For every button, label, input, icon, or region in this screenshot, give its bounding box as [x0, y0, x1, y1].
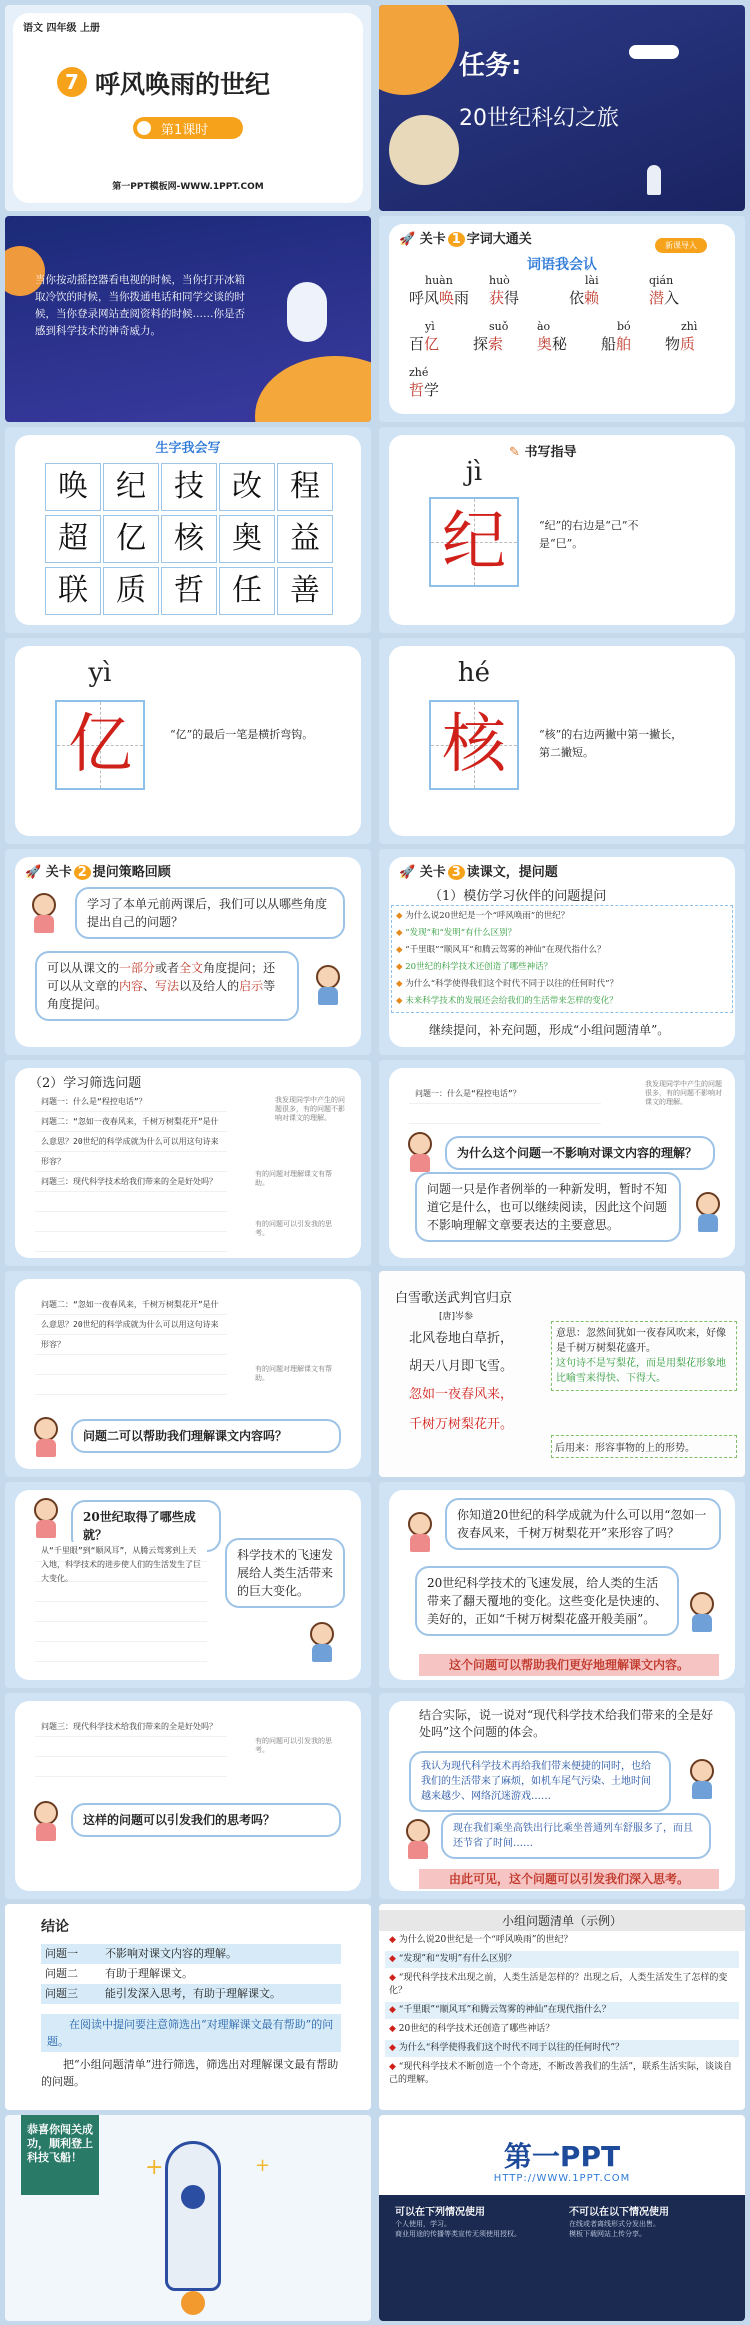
answer-bubble: 科学技术的飞速发展给人类生活带来的巨大变化。: [225, 1538, 345, 1608]
allowed-2: 商业用途的传播等类宣传无须使用授权。: [395, 2230, 521, 2238]
word-item: [473, 320, 508, 354]
conclusion-title: 结论: [41, 1919, 69, 1935]
pencil-icon: ✎: [509, 445, 520, 460]
window-icon: [181, 2185, 205, 2209]
list-item: [385, 2021, 739, 2038]
diamond-icon: ◆: [389, 1935, 399, 1945]
astronaut-icon: [287, 282, 327, 342]
answer-bubble: 问题一只是作者例举的一种新发明，暂时不知道它是什么，也可以继续阅读，因此这个问题不影响理解文章要表达的主要意思。: [415, 1172, 681, 1242]
list-text: “现代科学技术不断创造一个个奇迹，不断改善我们的生活”，联系生活实际，谈谈自己的理解。: [389, 2062, 733, 2085]
lesson-number: 7: [57, 67, 87, 97]
plus-icon: +: [255, 2155, 271, 2176]
question-item: [396, 942, 728, 959]
level-header: 🚀 关卡 2 提问策略回顾: [25, 865, 171, 880]
task-subtitle: 20世纪科幻之旅: [459, 106, 619, 131]
pinyin: yì: [88, 658, 112, 688]
guide-note: “亿”的最后一笔是横折弯钩。: [170, 728, 314, 741]
list-text: “现代科学技术出现之前，人类生活是怎样的？出现之后，人类生活发生了怎样的变化？: [389, 1973, 728, 1996]
poem-line-1: 北风卷地白草折，: [409, 1331, 514, 1346]
conclusion-row: [41, 1984, 341, 2004]
question-sheet: 问题二：“忽如一夜春风来，千树万树梨花开”是什么意思？20世纪的科学成就为什么可以用这句诗来形容？: [35, 1295, 227, 1405]
char-cell: 改: [219, 463, 275, 511]
girl-avatar: [29, 1801, 63, 1841]
slide-poem: [379, 1271, 745, 1477]
usage-box: 后用来：形容事物的上的形势。: [551, 1435, 737, 1458]
word-text: [489, 287, 519, 308]
word-row-1: [409, 274, 729, 318]
guide-header: ✎ 书写指导: [509, 445, 577, 460]
word-item: [649, 274, 679, 308]
char-cell: 亿: [103, 515, 159, 563]
word-prefix: 物: [665, 335, 681, 353]
lesson-period: 第1课时: [133, 117, 243, 139]
question-list: [391, 905, 733, 1013]
word-text: [665, 333, 697, 354]
word-highlight: 赖: [584, 289, 600, 307]
text-excerpt: 从“千里眼”到“顺风耳”，从腾云驾雾到上天入地，科学技术的进步使人们的生活发生了巨大变化。: [35, 1542, 207, 1666]
slide-words: [379, 216, 745, 422]
char-grid: [45, 463, 335, 623]
girl-avatar: [401, 1819, 435, 1859]
girl-avatar: [29, 1417, 63, 1457]
question-text: “发现”和“发明”有什么区别？: [405, 928, 517, 938]
success-text: 恭喜你闯关成功，顺利登上科技飞船！: [27, 2123, 93, 2164]
char-cell: 唤: [45, 463, 101, 511]
word-prefix: 依: [569, 289, 585, 307]
char-cell: 技: [161, 463, 217, 511]
word-pinyin: suǒ: [489, 320, 509, 333]
char-cell: 纪: [103, 463, 159, 511]
question-item: [396, 976, 728, 993]
question-bubble: 这样的问题可以引发我们的思考吗？: [71, 1803, 341, 1837]
note-1: 我发现同学中产生的问题很多，有的问题不影响对课文的理解。: [275, 1096, 345, 1122]
pinyin: hé: [457, 658, 491, 688]
question-sheet: 问题一：什么是“程控电话”？ 问题二：“忽如一夜春风来，千树万树梨花开”是什么意思？20世纪的科学成就为什么可以用这句诗来形容？ 问题三：现代科学技术给我们带来的全是好处吗？: [35, 1092, 227, 1258]
diamond-icon: ◆: [396, 945, 406, 955]
summary-bar: 由此可见，这个问题可以引发我们深入思考。: [419, 1869, 719, 1889]
word-extra: zhé 哲学: [409, 366, 440, 399]
question-bubble: 问题二可以帮助我们理解课文内容吗？: [71, 1419, 341, 1453]
word-row-2: [409, 320, 729, 364]
word-item: [409, 274, 469, 308]
list-item: [385, 1951, 739, 1968]
char-box: 核: [429, 700, 519, 790]
word-text: [409, 287, 469, 308]
question-bubble: 20世纪取得了哪些成就？: [71, 1500, 221, 1552]
slide-achieve-answer: [379, 1482, 745, 1688]
boy-avatar: [305, 1622, 339, 1662]
diamond-icon: ◆: [389, 1973, 399, 1983]
list-text: 20世纪的科学技术还创造了哪些神话？: [398, 2024, 555, 2034]
char-cell: 质: [103, 567, 159, 615]
slide-q3: [5, 1693, 371, 1899]
highlight-note: 在阅读中提问要注意筛选出“对理解课文最有帮助”的问题。: [41, 2014, 341, 2052]
diamond-icon: ◆: [389, 2024, 399, 2034]
word-pinyin: bó: [617, 320, 631, 333]
girl-avatar: [403, 1132, 437, 1172]
diamond-icon: ◆: [396, 962, 406, 972]
conclusion-row: [41, 1944, 341, 1964]
diamond-icon: ◆: [396, 979, 406, 989]
boy-avatar: [691, 1192, 725, 1232]
slide-guide-ji: [379, 427, 745, 633]
summary-bar: 这个问题可以帮助我们更好地理解课文内容。: [419, 1654, 719, 1676]
lesson-title: 呼风唤雨的世纪: [95, 70, 271, 99]
slide-strategy: [5, 849, 371, 1055]
poem-line-3: 忽如一夜春风来，: [409, 1387, 514, 1402]
question-item: [396, 925, 728, 942]
allowed-heading: 可以在下列情况使用: [395, 2207, 485, 2218]
poem-line-4: 千树万树梨花开。: [409, 1417, 514, 1432]
list-text: “千里眼”“顺风耳”和腾云驾雾的神仙”在现代指什么？: [398, 2005, 611, 2015]
slide-read-ask: [379, 849, 745, 1055]
site-footer: 第一PPT模板网-WWW.1PPT.COM: [112, 182, 264, 192]
slide-task: [379, 5, 745, 211]
poem-author: [唐]岑参: [439, 1312, 474, 1322]
slide-intro: [5, 216, 371, 422]
filter-title: （2）学习筛选问题: [29, 1076, 142, 1091]
char-cell: 程: [277, 463, 333, 511]
word-suffix: 得: [504, 289, 520, 307]
level-header: 🚀 关卡 1 字词大通关: [399, 232, 532, 247]
allowed-1: 个人使用，学习。: [395, 2220, 451, 2228]
char-cell: 善: [277, 567, 333, 615]
word-item: [537, 320, 567, 354]
slide-title: [5, 5, 371, 211]
word-text: [649, 287, 679, 308]
list-item: [385, 2002, 739, 2019]
word-suffix: 入: [664, 289, 680, 307]
badge: 新课导入: [655, 238, 707, 253]
note-2: 有的问题对理解课文有帮助。: [255, 1170, 332, 1187]
question-text: 20世纪的科学技术还创造了哪些神话？: [405, 962, 553, 972]
word-item: [601, 320, 631, 354]
char-cell: 奥: [219, 515, 275, 563]
word-prefix: 船: [601, 335, 617, 353]
word-text: [537, 333, 567, 354]
list-title: 小组问题清单（示例）: [379, 1910, 745, 1931]
guide-note: “纪”的右边是“己”不是“巳”。: [539, 519, 639, 550]
slide-guide-he: [379, 638, 745, 844]
list-item: [385, 2059, 739, 2089]
char-cell: 核: [161, 515, 217, 563]
question-sheet: 问题一：什么是“程控电话”？: [409, 1084, 601, 1128]
conclusion-footer: 把“小组问题清单”进行筛选，筛选出对理解课文最有帮助的问题。: [41, 2058, 339, 2088]
question-sheet: 问题三：现代科学技术给我们带来的全是好处吗？: [35, 1717, 227, 1777]
diamond-icon: ◆: [389, 1954, 399, 1964]
slide-filter: [5, 1060, 371, 1266]
diamond-icon: ◆: [396, 996, 406, 1006]
word-highlight: 潜: [649, 289, 665, 307]
answer-bubble: 可以从课文的一部分或者全文角度提问；还可以从文章的内容、写法以及给人的启示等角度提问。: [35, 951, 299, 1021]
diamond-icon: ◆: [389, 2043, 399, 2053]
girl-avatar: [27, 893, 61, 933]
answer-bubble-1: 我认为现代科学技术再给我们带来便捷的同时，也给我们的生活带来了麻烦，如机车尾气污染、土地时间越来越少、网络沉迷游戏……: [409, 1751, 671, 1812]
conclusion-key: 问题二: [45, 1967, 78, 1980]
flame-icon: [181, 2291, 205, 2315]
note-3: 有的问题可以引发我的思考。: [255, 1220, 332, 1237]
word-pinyin: qián: [649, 274, 674, 287]
note-3: 有的问题可以引发我的思考。: [255, 1737, 332, 1754]
pinyin: jì: [465, 457, 483, 487]
word-text: [473, 333, 508, 354]
answer-bubble-2: 现在我们乘坐高铁出行比乘坐普通列车舒服多了，而且还节省了时间……: [441, 1813, 711, 1859]
word-pinyin: zhì: [681, 320, 698, 333]
cloud-icon: [629, 45, 679, 59]
word-item: [489, 274, 519, 308]
question-text: 为什么“科学使得我们这个时代不同于以往的任何时代”？: [405, 979, 618, 989]
site-url: HTTP://WWW.1PPT.COM: [493, 2173, 631, 2184]
word-text: [569, 287, 599, 308]
word-highlight: 亿: [424, 335, 440, 353]
conclusion-key: 问题一: [45, 1947, 78, 1960]
word-highlight: 奥: [537, 335, 553, 353]
forbidden-2: 模板下载网站上传分享。: [569, 2230, 646, 2238]
word-pinyin: huò: [489, 274, 510, 287]
char-cell: 联: [45, 567, 101, 615]
diamond-icon: ◆: [389, 2005, 399, 2015]
conclusion-value: 不影响对课文内容的理解。: [105, 1947, 237, 1960]
word-item: [409, 320, 439, 354]
conclusion-table: [41, 1944, 341, 2004]
list-text: “发现”和“发明”有什么区别？: [398, 1954, 517, 1964]
word-highlight: 质: [680, 335, 696, 353]
char-box: 亿: [55, 700, 145, 790]
continue-text: 继续提问，补充问题，形成“小组问题清单”。: [429, 1023, 670, 1037]
meaning-box: 意思：忽然间犹如一夜春风吹来，好像是千树万树梨花盛开。 这句诗不是写梨花，而是用梨花形象地比喻雪来得快、下得大。: [551, 1321, 737, 1391]
word-highlight: 舶: [616, 335, 632, 353]
rocket-icon: 🚀: [399, 232, 416, 247]
diamond-icon: ◆: [396, 928, 406, 938]
note-1: 我发现同学中产生的问题很多，有的问题不影响对课文的理解。: [645, 1080, 722, 1106]
word-text: [409, 333, 439, 354]
word-prefix: 百: [409, 335, 425, 353]
word-pinyin: lài: [585, 274, 599, 287]
writing-title: 生字我会写: [155, 441, 221, 456]
question-item: [396, 959, 728, 976]
word-suffix: 秘: [552, 335, 568, 353]
slide-discuss: [379, 1693, 745, 1899]
moon-icon: [255, 356, 371, 422]
poem-line-2: 胡天八月即飞雪。: [409, 1359, 514, 1374]
slide-success: [5, 2115, 371, 2321]
slide-conclusion: [5, 1904, 371, 2110]
boy-avatar: [685, 1592, 719, 1632]
forbidden-heading: 不可以在以下情况使用: [569, 2207, 669, 2218]
plus-icon: +: [145, 2155, 164, 2180]
ppt-logo: 第一PPT: [503, 2140, 621, 2173]
guide-note: “核”的右边两撇中第一撇长，第二撇短。: [539, 728, 683, 759]
list-item: [385, 1932, 739, 1949]
word-text: [601, 333, 631, 354]
note-2: 有的问题对理解课文有帮助。: [255, 1365, 332, 1382]
question-bubble: 你知道20世纪的科学成就为什么可以用“忽如一夜春风来，千树万树梨花开”来形容了吗？: [445, 1498, 721, 1550]
question-text: 为什么说20世纪是一个“呼风唤雨”的世纪？: [405, 911, 570, 921]
word-item: [569, 274, 599, 308]
forbidden-1: 在线或者离线形式分发出售。: [569, 2220, 660, 2228]
question-item: [396, 993, 728, 1010]
list-item: [385, 1970, 739, 2000]
conclusion-row: [41, 1964, 341, 1984]
poem-title: 白雪歌送武判官归京: [395, 1291, 513, 1306]
group-question-list: [385, 1932, 739, 2091]
planet-ring-icon: [389, 115, 459, 185]
slide-writing-chars: [5, 427, 371, 633]
diamond-icon: ◆: [389, 2062, 399, 2072]
discuss-prompt: 结合实际，说一说对“现代科学技术给我们带来的全是好处吗”这个问题的体会。: [419, 1708, 714, 1739]
slide-achieve: [5, 1482, 371, 1688]
char-cell: 哲: [161, 567, 217, 615]
char-box: 纪: [429, 497, 519, 587]
list-item: [385, 2040, 739, 2057]
boy-avatar: [311, 965, 345, 1005]
conclusion-key: 问题三: [45, 1987, 78, 2000]
boy-avatar: [685, 1759, 719, 1799]
list-text: 为什么说20世纪是一个“呼风唤雨”的世纪？: [398, 1935, 573, 1945]
answer-bubble: 20世纪科学技术的飞速发展，给人类的生活带来了翻天覆地的变化。这些变化是快速的、美好的，正如“千树万树梨花盛开般美丽”。: [415, 1566, 679, 1636]
slide-guide-yi: [5, 638, 371, 844]
rocket-icon: 🚀: [399, 865, 416, 880]
diamond-icon: ◆: [396, 911, 406, 921]
char-cell: 超: [45, 515, 101, 563]
list-text: 为什么“科学使得我们这个时代不同于以往的任何时代”？: [398, 2043, 625, 2053]
spaceship-icon: [165, 2141, 221, 2291]
girl-avatar: [29, 1498, 63, 1538]
rocket-icon: 🚀: [25, 865, 42, 880]
period-dot-icon: [137, 121, 151, 135]
question-text: 未来科学技术的发展还会给我们的生活带来怎样的变化？: [405, 996, 618, 1006]
words-subtitle: 词语我会认: [527, 257, 597, 273]
section-subtitle: （1）模仿学习伙伴的问题提问: [429, 889, 607, 904]
char-cell: 益: [277, 515, 333, 563]
conclusion-value: 能引发深入思考，有助于理解课文。: [105, 1987, 281, 2000]
slide-license: [379, 2115, 745, 2321]
word-highlight: 唤: [439, 289, 455, 307]
slide-q1: [379, 1060, 745, 1266]
word-prefix: 呼风: [409, 289, 440, 307]
question-bubble: 学习了本单元前两课后，我们可以从哪些角度提出自己的问题？: [75, 887, 345, 939]
subject-tag: 语文 四年级 上册: [23, 23, 100, 34]
word-pinyin: yì: [425, 320, 435, 333]
level-header: 🚀 关卡 3 读课文，提问题: [399, 865, 558, 880]
planet-icon: [379, 5, 459, 95]
word-suffix: 雨: [454, 289, 470, 307]
question-item: [396, 908, 728, 925]
word-prefix: 探: [473, 335, 489, 353]
task-label: 任务:: [459, 51, 522, 81]
intro-text: 当你按动摇控器看电视的时候，当你打开冰箱取冷饮的时候，当你拨通电话和同学交谈的时候，当你登录网站查阅资料的时候……你是否感到科学技术的神奇威力。: [35, 274, 245, 337]
word-pinyin: huàn: [425, 274, 453, 287]
char-cell: 任: [219, 567, 275, 615]
word-item: [665, 320, 697, 354]
slide-q2: [5, 1271, 371, 1477]
question-text: “千里眼”“顺风耳”和腾云驾雾的神仙”在现代指什么？: [405, 945, 606, 955]
word-highlight: 索: [488, 335, 504, 353]
question-bubble: 为什么这个问题一不影响对课文内容的理解？: [445, 1136, 715, 1170]
word-pinyin: ào: [537, 320, 551, 333]
slide-group-list: [379, 1904, 745, 2110]
conclusion-value: 有助于理解课文。: [105, 1967, 193, 1980]
rocket-icon: [647, 165, 661, 195]
word-highlight: 获: [489, 289, 505, 307]
girl-avatar: [403, 1512, 437, 1552]
